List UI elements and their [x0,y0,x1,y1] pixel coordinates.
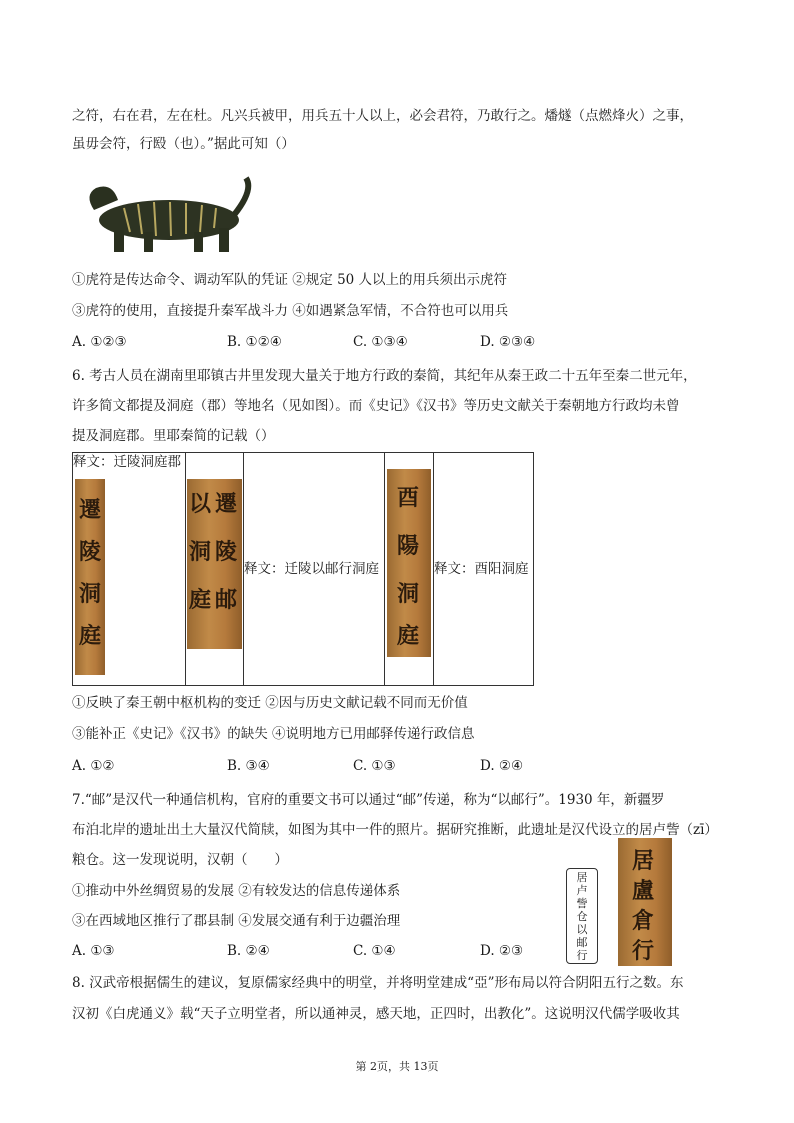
statement-line: ①推动中外丝绸贸易的发展 ②有较发达的信息传递体系 [72,883,401,899]
slip-cell-4 [385,453,434,686]
statement-line: ①虎符是传达命令、调动军队的凭证 ②规定 50 人以上的用兵须出示虎符 [72,272,508,288]
slip-cell-2 [186,453,244,686]
option-d[interactable]: D. ②③ [480,943,524,959]
option-a[interactable]: A. ①② [72,758,115,774]
bamboo-slips-table [72,452,534,686]
statement-line: ③在西域地区推行了郡县制 ④发展交通有利于边疆治理 [72,913,401,929]
slip-caption: 释文：迁陵洞庭郡 [73,454,181,470]
slip-cell-5 [434,453,534,686]
option-a[interactable]: A. ①②③ [72,334,127,350]
slip-label-box [566,868,598,964]
statement-line: ①反映了秦王朝中枢机构的变迁 ②因与历史文献记载不同而无价值 [72,695,468,711]
option-d[interactable]: D. ②④ [480,758,524,774]
question-8-text: 8. 汉武帝根据儒生的建议，复原儒家经典中的明堂，并将明堂建成“亞”形布局以符合阴阳五行之数。东 [72,975,684,991]
slip-cell-3 [244,453,385,686]
option-a[interactable]: A. ①③ [72,943,115,959]
statement-line: ③虎符的使用，直接提升秦军战斗力 ④如遇紧急军情，不合符也可以用兵 [72,303,509,319]
option-b[interactable]: B. ③④ [227,758,270,774]
bamboo-slip-image: 遷 陵 洞 庭 [75,479,105,675]
slip-caption: 释文：酉阳洞庭 [434,561,529,577]
text-line: 之符，右在君，左在杜。凡兴兵被甲，用兵五十人以上，必会君符，乃敢行之。燔燧（点燃烽火）之事， [72,108,693,124]
option-b[interactable]: B. ①②④ [227,334,282,350]
text-line: 虽毋会符，行殹（也）。”据此可知（） [72,136,295,152]
question-7-text: 7.“邮”是汉代一种通信机构，官府的重要文书可以通过“邮”传递，称为“以邮行”。1930 年，新疆罗 [72,792,665,808]
option-d[interactable]: D. ②③④ [480,334,536,350]
question-6-text: 提及洞庭郡。里耶秦简的记载（） [72,428,275,444]
question-6-text: 6. 考古人员在湖南里耶镇古井里发现大量关于地方行政的秦简，其纪年从秦王政二十五年至秦二世元年， [72,368,697,384]
option-b[interactable]: B. ②④ [227,943,270,959]
question-7-text: 布泊北岸的遗址出土大量汉代简牍，如图为其中一件的照片。据研究推断，此遗址是汉代设立的居卢訾（zī） [72,822,718,838]
slip-cell-1 [73,453,186,686]
option-c[interactable]: C. ①④ [353,943,396,959]
slip-label-text: 居卢訾仓以邮行 [576,871,588,962]
option-c[interactable]: C. ①③ [353,758,396,774]
question-7-text: 粮仓。这一发现说明，汉朝（ ） [72,852,288,868]
page-footer: 第 2页，共 13页 [355,1060,439,1073]
tiger-tally-image [74,170,260,258]
bamboo-slip-image: 以 遷 洞 陵 庭 邮 [187,479,242,649]
slip-caption: 释文：迁陵以邮行洞庭 [244,561,379,577]
option-c[interactable]: C. ①③④ [353,334,408,350]
question-6-text: 许多简文都提及洞庭（郡）等地名（见如图）。而《史记》《汉书》等历史文献关于秦朝地方行政均未曾 [72,398,680,414]
bamboo-slip-image: 酉 陽 洞 庭 [387,469,431,657]
question-8-text: 汉初《白虎通义》载“天子立明堂者，所以通神灵，感天地，正四时，出教化”。这说明汉代儒学吸收其 [72,1006,680,1022]
statement-line: ③能补正《史记》《汉书》的缺失 ④说明地方已用邮驿传递行政信息 [72,726,475,742]
han-slip-image: 居 盧 倉 行 [618,838,672,966]
